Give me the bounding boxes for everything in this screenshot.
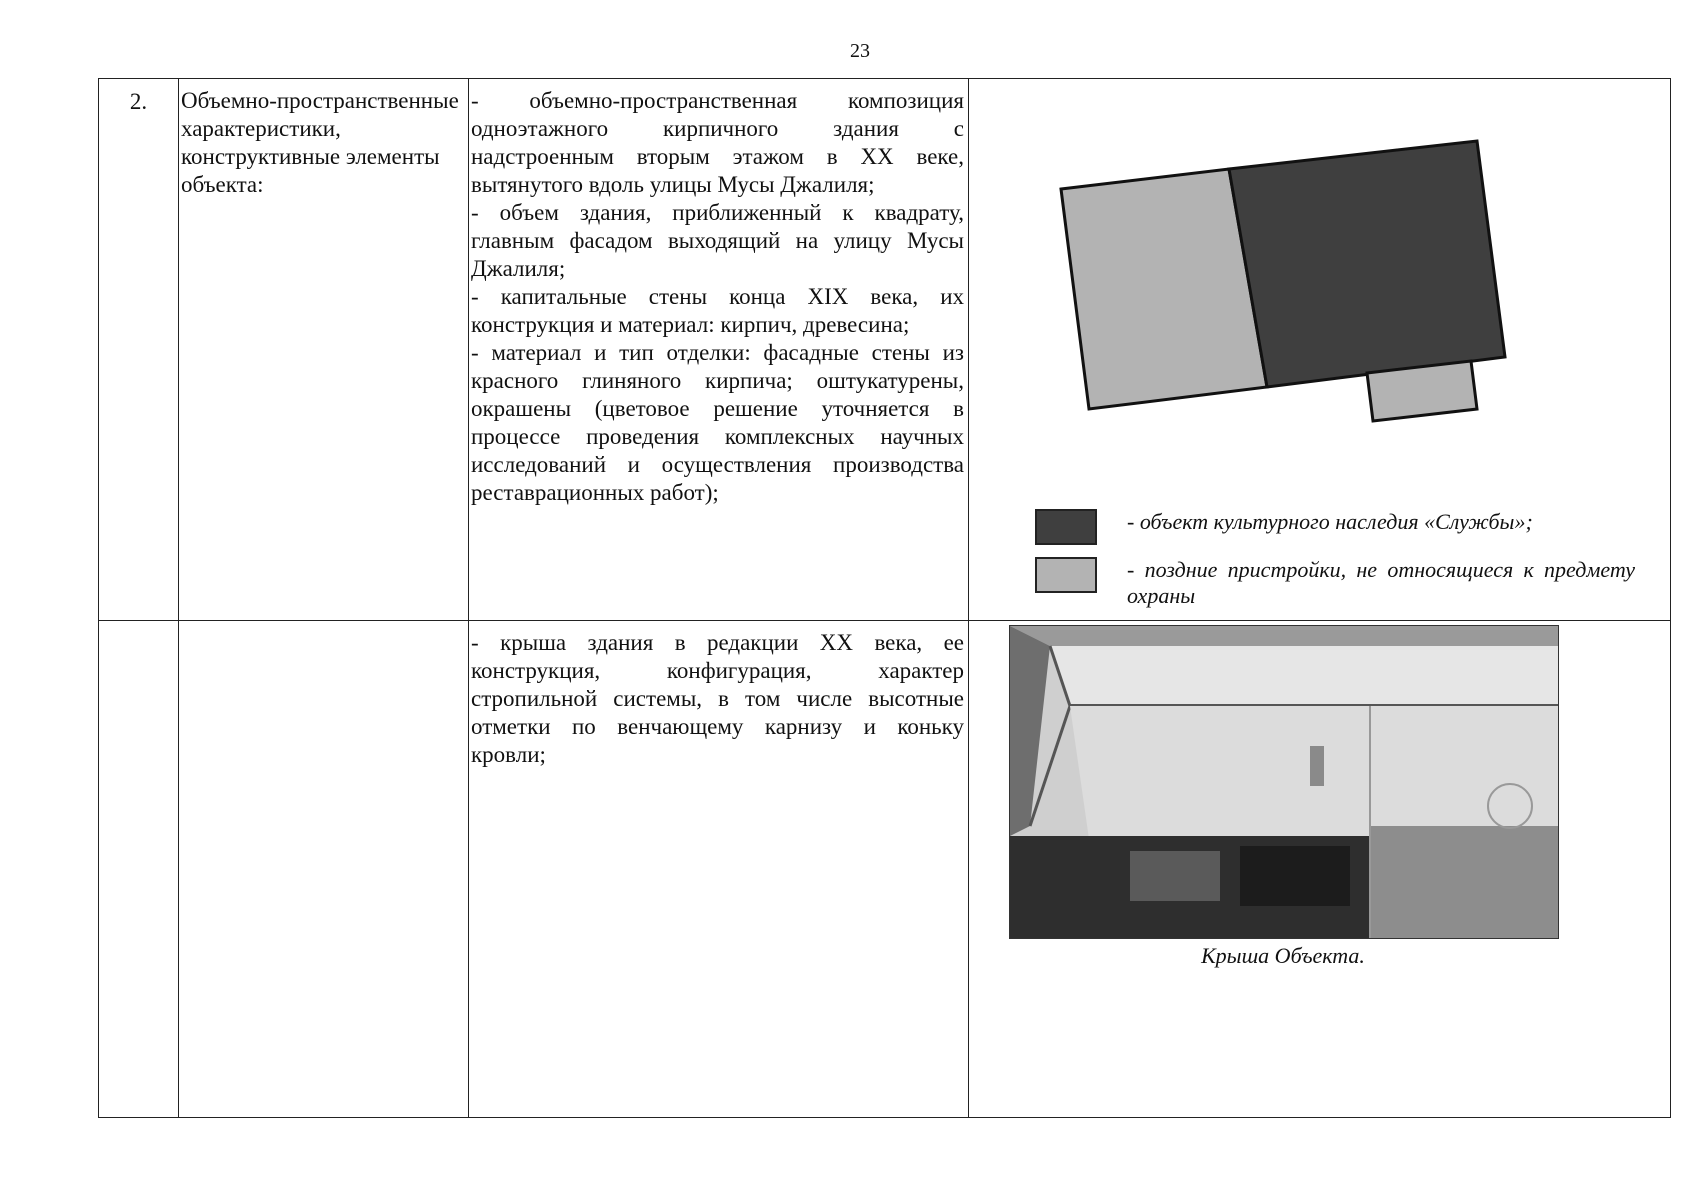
legend-label-annex: - поздние пристройки, не относящиеся к предмету охраны [1127, 557, 1635, 608]
desc-item: - объемно-пространственная композиция одноэтажного кирпичного здания с надстроенным вторым этажом в XX веке, вытянутого вдоль улицы Мусы Джалиля; [471, 88, 964, 197]
annex-block-bottom [1367, 361, 1477, 421]
row-description [469, 621, 969, 1118]
legend-annex [1035, 557, 1635, 609]
legend-label-heritage: - объект культурного наследия «Службы»; [1127, 509, 1533, 534]
roof-photo [1009, 625, 1559, 939]
row-name-empty [179, 621, 469, 1118]
row-name: Объемно-пространственные характеристики, конструктивные элементы объекта: [179, 79, 469, 621]
row-number: 2. [99, 79, 179, 621]
building-plan-diagram [969, 79, 1671, 459]
row-number-empty [99, 621, 179, 1118]
heritage-block [1229, 141, 1505, 387]
table-row [99, 79, 1671, 621]
desc-item: - материал и тип отделки: фасадные стены из красного глиняного кирпича; оштукатурены, окрашены (цветовое решение уточняется в процессе проведения комплексных научных исследований и осуществления производства реставрационных работ); [471, 340, 964, 505]
row-description [469, 79, 969, 621]
desc-item: - капитальные стены конца XIX века, их конструкция и материал: кирпич, древесина; [471, 284, 964, 337]
diagram-cell [969, 79, 1671, 621]
photo-caption: Крыша Объекта. [1201, 943, 1365, 968]
page-number: 23 [850, 40, 870, 62]
desc-item: - объем здания, приближенный к квадрату, главным фасадом выходящий на улицу Мусы Джалиля; [471, 200, 964, 281]
legend-swatch-annex [1035, 557, 1097, 593]
legend-swatch-heritage [1035, 509, 1097, 545]
table-row [99, 621, 1671, 1118]
photo-cell [969, 621, 1671, 1118]
legend-heritage [1035, 509, 1533, 545]
desc-item: - крыша здания в редакции XX века, ее конструкция, конфигурация, характер стропильной системы, в том числе высотные отметки по венчающему карнизу и коньку кровли; [471, 630, 964, 767]
protection-subject-table [98, 78, 1671, 1118]
